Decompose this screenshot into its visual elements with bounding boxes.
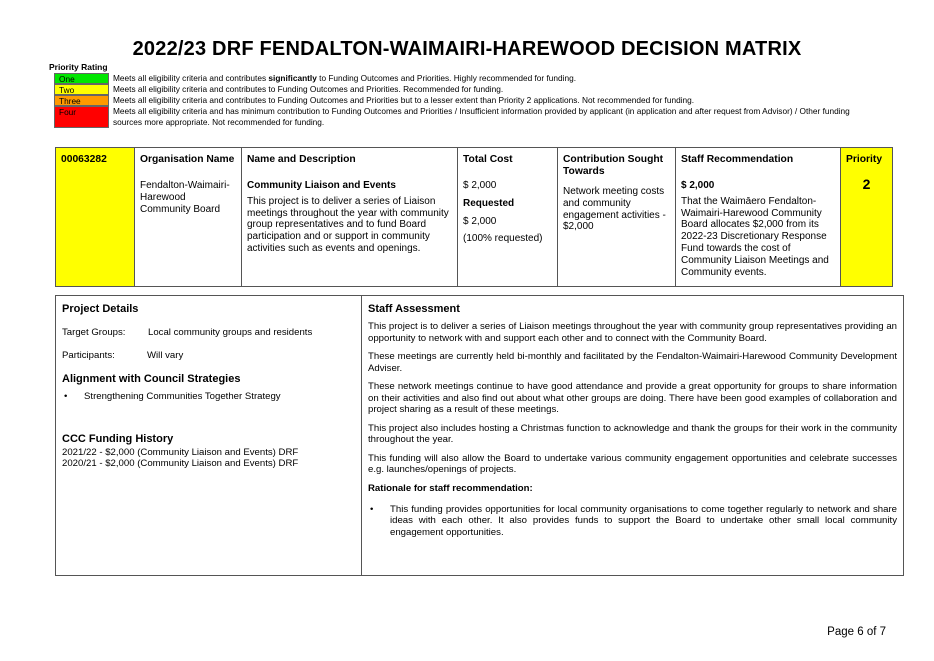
funding-history-title: CCC Funding History: [62, 432, 174, 445]
priority-row-three: [54, 95, 884, 106]
priority-desc-three: Meets all eligibility criteria and contributes to Funding Outcomes and Priorities but to a lesser extent than Priority 2 applications. Not recommended for funding.: [113, 95, 695, 105]
requested-label: Requested: [463, 197, 515, 209]
rationale-item: [370, 504, 897, 539]
priority-desc-one: [109, 73, 873, 84]
priority-swatch-two: Two: [54, 84, 109, 95]
requested-percent: (100% requested): [463, 233, 543, 245]
assessment-paragraph: These network meetings continue to have good attendance and provide a great opportunity for groups to share information on their activities and also find out about what other groups are doing. There have been good examples of collaboration and project sharing as a result of these meetings.: [368, 381, 897, 415]
priority-rating-heading: Priority Rating: [49, 62, 108, 72]
staff-assessment-panel: [362, 296, 903, 575]
staff-recommendation-cell: [676, 148, 841, 286]
target-groups: [62, 327, 355, 338]
project-details-panel: [56, 296, 362, 575]
page-title: 2022/23 DRF FENDALTON-WAIMAIRI-HAREWOOD DECISION MATRIX: [132, 38, 802, 60]
priority-row-two: [54, 84, 884, 95]
project-description: This project is to deliver a series of Liaison meetings throughout the year with community group representatives and to fund Board participation and or support in community activities such as events and openings.: [247, 195, 449, 254]
org-name: Fendalton-Waimairi-Harewood Community Board: [140, 180, 230, 215]
application-id: 00063282: [61, 154, 107, 165]
assessment-paragraph: These meetings are currently held bi-monthly and facilitated by the Fendalton-Waimairi-Harewood Community Development Adviser.: [368, 351, 897, 374]
bullet-icon: •: [64, 391, 68, 402]
funding-history-item: 2020/21 - $2,000 (Community Liaison and Events) DRF: [62, 458, 299, 469]
name-header: Name and Description: [247, 154, 356, 165]
bullet-icon: •: [370, 503, 374, 515]
priority-desc-four: Meets all eligibility criteria and has minimum contribution to Funding Outcomes and Priorities / Insufficient information provided by applicant (in application and after request from Advisor) / Other funding sources more appropriate. Not recommended for funding.: [113, 106, 850, 127]
assessment-paragraph: This funding will also allow the Board to undertake various community engagement opportunities and celebrate successes e.g. launches/openings of projects.: [368, 452, 897, 475]
participants: [62, 350, 355, 361]
decision-matrix-row: [55, 147, 893, 287]
priority-row-one: [54, 73, 884, 84]
staff-header: Staff Recommendation: [681, 154, 794, 165]
target-groups-label: Target Groups:: [62, 327, 126, 338]
contrib-header: Contribution Sought Towards: [563, 154, 664, 177]
priority-desc-two: Meets all eligibility criteria and contributes to Funding Outcomes and Priorities. Recommended for funding.: [113, 84, 504, 94]
contrib-text: Network meeting costs and community engagement activities - $2,000: [563, 186, 666, 233]
assessment-paragraph: This project also includes hosting a Christmas function to acknowledge and thank the groups for their work in the community throughout the year.: [368, 422, 897, 445]
staff-amount: $ 2,000: [681, 180, 715, 191]
total-cost-cell: [458, 148, 558, 286]
assessment-paragraph: This project is to deliver a series of Liaison meetings throughout the year with community group representatives providing an opportunity to network with and support each other and to connect with the Community Board.: [368, 321, 897, 344]
priority-rating-legend: [54, 73, 884, 128]
alignment-item-text: Strengthening Communities Together Strategy: [84, 391, 281, 402]
details-assessment-panel: [55, 295, 904, 576]
priority-desc-bold: significantly: [268, 73, 317, 83]
priority-header: Priority: [846, 154, 883, 165]
org-header: Organisation Name: [140, 154, 235, 165]
priority-cell: [841, 148, 892, 286]
contribution-cell: [558, 148, 676, 286]
total-cost: $ 2,000: [463, 180, 497, 191]
application-id-cell: [56, 148, 135, 286]
priority-swatch-three: Three: [54, 95, 109, 106]
participants-label: Participants:: [62, 350, 115, 361]
organisation-cell: [135, 148, 242, 286]
project-name: Community Liaison and Events: [247, 180, 396, 191]
priority-desc-text: to Funding Outcomes and Priorities. Highly recommended for funding.: [316, 73, 577, 83]
alignment-item: [64, 391, 355, 403]
cost-header: Total Cost: [463, 154, 513, 165]
staff-text: That the Waimāero Fendalton-Waimairi-Harewood Community Board allocates $2,000 from its 2022-23 Discretionary Response Fund towards the cost of Community Liaison Meetings and Community events.: [681, 195, 829, 278]
requested-amount: $ 2,000: [463, 215, 497, 227]
priority-value: 2: [862, 176, 871, 192]
priority-swatch-one: One: [54, 73, 109, 84]
priority-desc-text: Meets all eligibility criteria and contributes: [113, 73, 269, 83]
rationale-item-text: This funding provides opportunities for local community organisations to come together regularly to network and share ideas with each other. It also provides funds to support the Board to undertake other small local community engagement opportunities.: [390, 503, 897, 538]
priority-row-four: [54, 106, 884, 128]
rationale-title: Rationale for staff recommendation:: [368, 482, 533, 494]
page-number: Page 6 of 7: [827, 626, 886, 638]
staff-assessment-title: Staff Assessment: [368, 303, 460, 315]
priority-swatch-four: Four: [54, 106, 109, 128]
project-details-title: Project Details: [62, 303, 139, 315]
name-description-cell: [242, 148, 458, 286]
alignment-title: Alignment with Council Strategies: [62, 373, 241, 385]
target-groups-value: Local community groups and residents: [148, 327, 313, 338]
funding-history-item: 2021/22 - $2,000 (Community Liaison and Events) DRF: [62, 446, 299, 458]
participants-value: Will vary: [147, 350, 184, 361]
